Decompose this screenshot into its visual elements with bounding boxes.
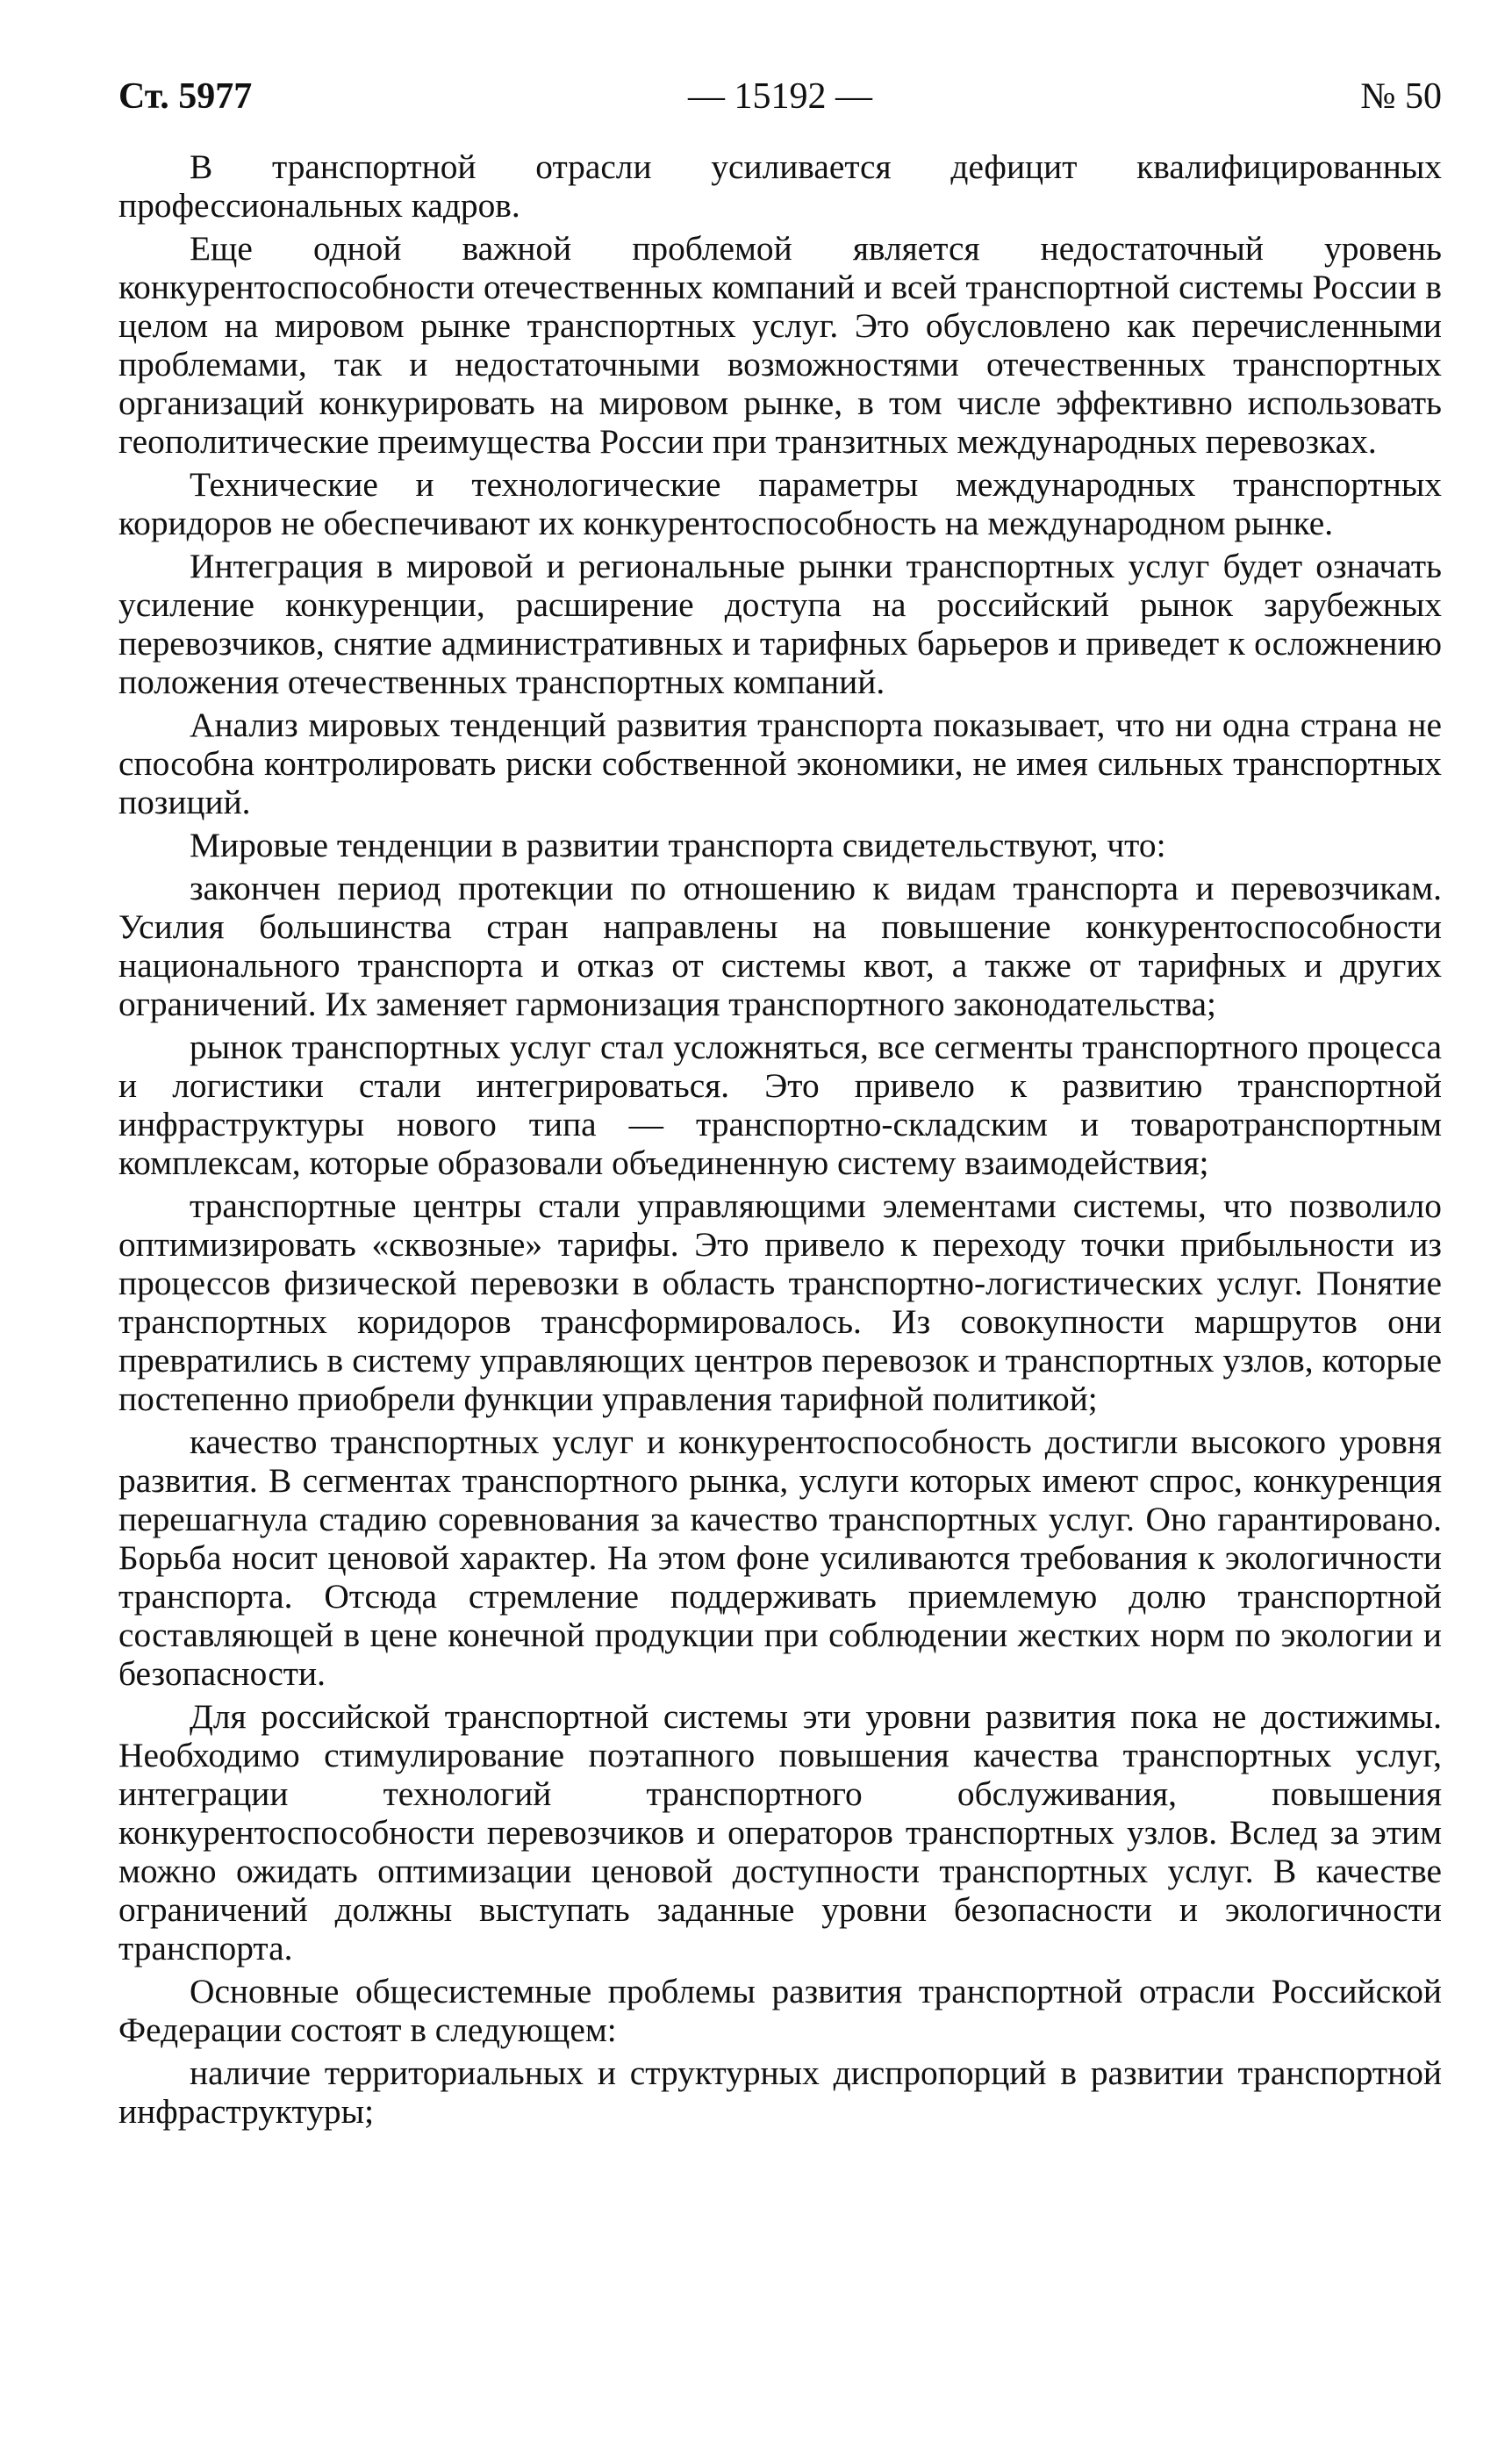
paragraph: Технические и технологические параметры международных транспортных коридоров не обеспечивают их конкурентоспособность на международном рынке.: [118, 465, 1442, 542]
list-item: качество транспортных услуг и конкурентоспособность достигли высокого уровня развития. В сегментах транспортного рынка, услуги которых имеют спрос, конкуренция перешагнула стадию соревнования за качество транспортных услуг. Оно гарантировано. Борьба носит ценовой характер. На этом фоне усиливаются требования к экологичности транспорта. Отсюда стремление поддерживать приемлемую долю транспортной составляющей в цене конечной продукции при соблюдении жестких норм по экологии и безопасности.: [118, 1423, 1442, 1693]
paragraph: Еще одной важной проблемой является недостаточный уровень конкурентоспособности отечественных компаний и всей транспортной системы России в целом на мировом рынке транспортных услуг. Это обусловлено как перечисленными проблемами, так и недостаточными возможностями отечественных транспортных организаций конкурировать на мировом рынке, в том числе эффективно использовать геополитические преимущества России при транзитных международных перевозках.: [118, 229, 1442, 461]
paragraph: В транспортной отрасли усиливается дефицит квалифицированных профессиональных кадров.: [118, 147, 1442, 225]
document-page: [118, 0, 1442, 2444]
page-header: [118, 75, 1442, 128]
paragraph: Для российской транспортной системы эти уровни развития пока не достижимы. Необходимо стимулирование поэтапного повышения качества транспортных услуг, интеграции технологий транспортного обслуживания, повышения конкурентоспособности перевозчиков и операторов транспортных узлов. Вслед за этим можно ожидать оптимизации ценовой доступности транспортных услуг. В качестве ограничений должны выступать заданные уровни безопасности и экологичности транспорта.: [118, 1697, 1442, 1967]
list-item: закончен период протекции по отношению к видам транспорта и перевозчикам. Усилия большинства стран направлены на повышение конкурентоспособности национального транспорта и отказ от системы квот, а также от тарифных и других ограничений. Их заменяет гармонизация транспортного законодательства;: [118, 869, 1442, 1023]
paragraph: Основные общесистемные проблемы развития транспортной отрасли Российской Федерации состоят в следующем:: [118, 1972, 1442, 2049]
paragraph: Мировые тенденции в развитии транспорта свидетельствуют, что:: [190, 826, 1166, 864]
list-item: рынок транспортных услуг стал усложняться, все сегменты транспортного процесса и логистики стали интегрироваться. Это привело к развитию транспортной инфраструктуры нового типа — транспортно-складским и товаротранспортным комплексам, которые образовали объединенную систему взаимодействия;: [118, 1028, 1442, 1182]
body-text: [118, 147, 1442, 2135]
article-number: Ст. 5977: [118, 76, 253, 117]
list-item: транспортные центры стали управляющими элементами системы, что позволило оптимизировать «сквозные» тарифы. Это привело к переходу точки прибыльности из процессов физической перевозки в область транспортно-логистических услуг. Понятие транспортных коридоров трансформировалось. Из совокупности маршрутов они превратились в систему управляющих центров перевозок и транспортных узлов, которые постепенно приобрели функции управления тарифной политикой;: [118, 1186, 1442, 1418]
list-item: наличие территориальных и структурных диспропорций в развитии транспортной инфраструктуры;: [118, 2053, 1442, 2131]
page-number: — 15192 —: [688, 76, 872, 117]
paragraph: Интеграция в мировой и региональные рынки транспортных услуг будет означать усиление конкуренции, расширение доступа на российский рынок зарубежных перевозчиков, снятие административных и тарифных барьеров и приведет к осложнению положения отечественных транспортных компаний.: [118, 547, 1442, 701]
issue-number: № 50: [1360, 76, 1442, 117]
paragraph: Анализ мировых тенденций развития транспорта показывает, что ни одна страна не способна контролировать риски собственной экономики, не имея сильных транспортных позиций.: [118, 706, 1442, 821]
